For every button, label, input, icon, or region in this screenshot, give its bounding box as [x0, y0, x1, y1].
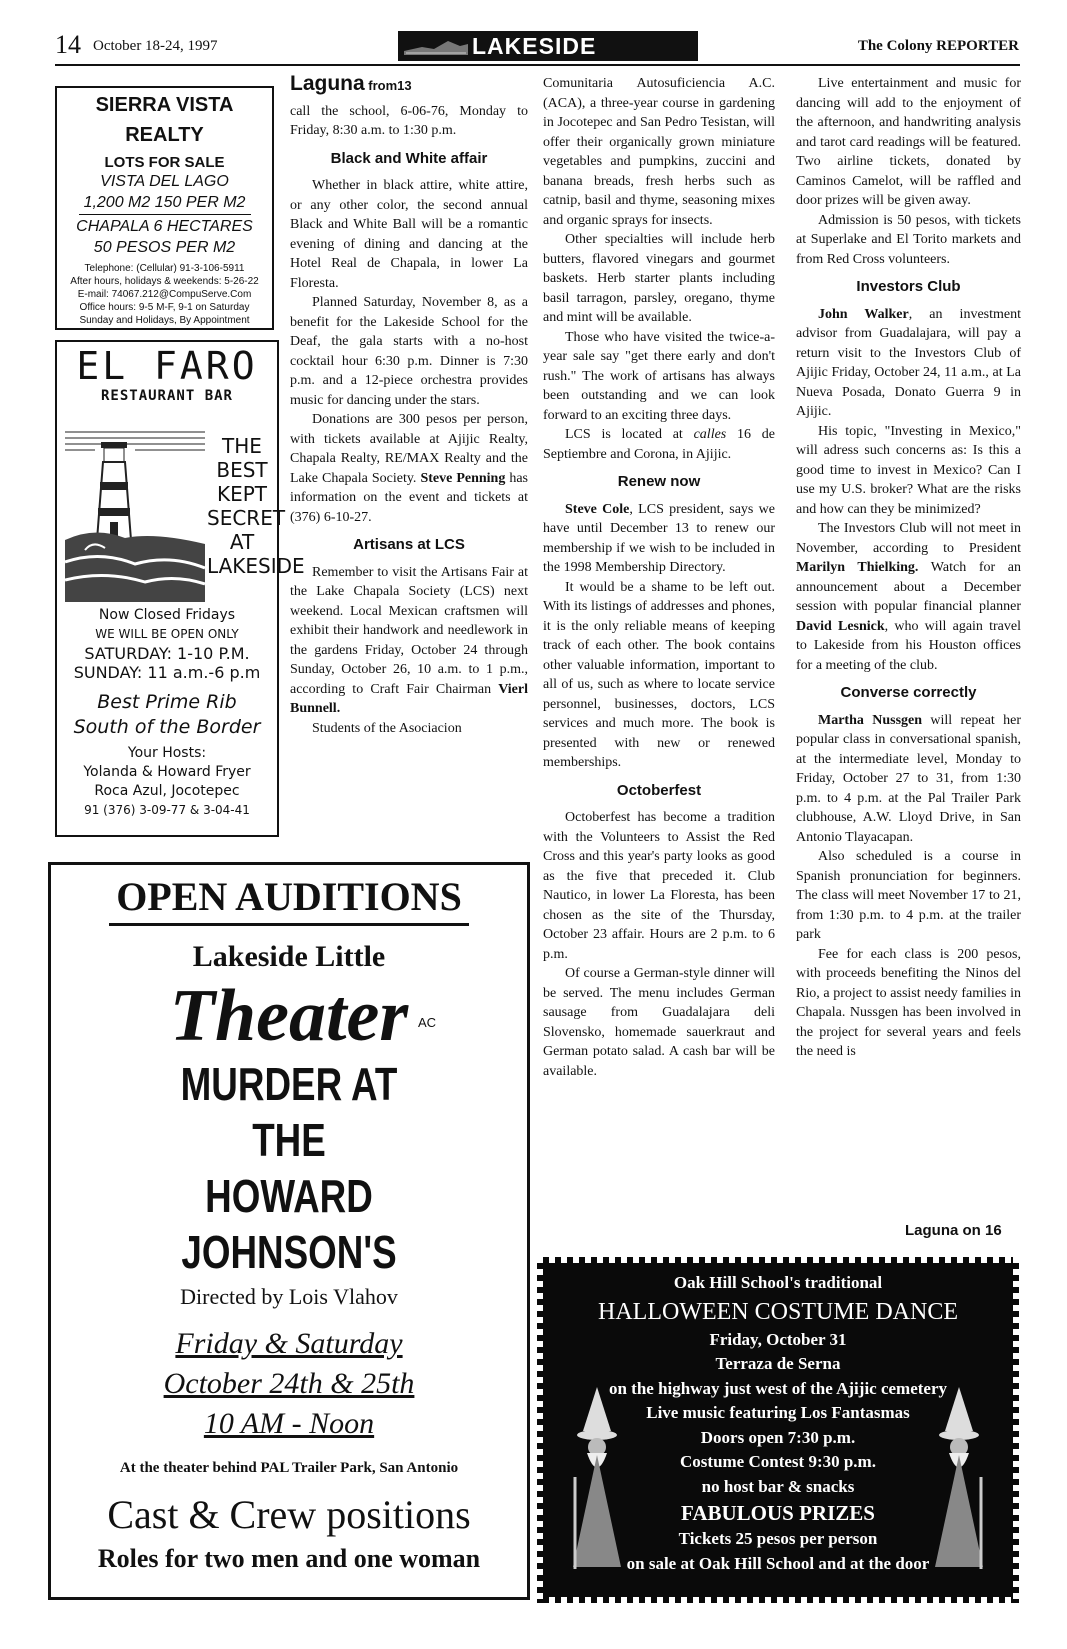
paragraph: Also scheduled is a course in Spanish pronunciation for beginners. The class will meet November 17 to 21, from 1:30 p.m. to 4 p.m. at the trailer park: [796, 849, 1021, 942]
text-run: 16 de Septiembre and Corona, in Ajijic.: [543, 427, 775, 462]
sunday-hours: SUNDAY: 11 a.m.-6 p.m: [73, 663, 261, 682]
person-name: John Walker: [818, 306, 909, 322]
person-name: Martha Nussgen: [818, 712, 923, 728]
paragraph: Live entertainment and music for dancing will add to the enjoyment of the afternoon, and handwriting analysis and tarot card readings will be featured. Two airline tickets, donated by Caminos Camelot, will be raffled and door prizes will be given away.: [796, 76, 1021, 208]
dotted-border: [537, 1597, 1019, 1603]
paragraph: [796, 519, 1021, 675]
paragraph: [290, 563, 528, 719]
slogan-line: SECRET: [207, 506, 286, 530]
event-title: HALLOWEEN COSTUME DANCE: [598, 1298, 958, 1325]
text-run: , LCS president, says we have until December 13 to renew our membership if we wish to be included in the 1998 Membership Directory.: [543, 501, 775, 575]
office-hours-line: Office hours: 9-5 M-F, 9-1 on Saturday: [79, 302, 250, 313]
text-run: Donations are 300 pesos per person, with tickets available at Ajijic Realty, Chapala Realty, RE/MAX Realty and the Lake Chapala Society.: [290, 412, 528, 486]
restaurant-subtitle: RESTAURANT BAR: [100, 388, 233, 404]
ad-title: SIERRA VISTA: [95, 94, 234, 116]
event-venue: Terraza de Serna: [715, 1354, 841, 1373]
publication-name: The Colony REPORTER: [857, 38, 1019, 54]
audition-days: Friday & Saturday: [175, 1327, 403, 1360]
venue-directions: on the highway just west of the Ajijic cemetery: [608, 1378, 948, 1398]
play-title-line: JOHNSON'S: [181, 1226, 397, 1278]
subhead: Octoberfest: [616, 781, 702, 799]
paragraph: [796, 305, 1021, 422]
sunday-hours-line: Sunday and Holidays, By Appointment: [79, 315, 250, 326]
ad-line: 1,200 M2 150 PER M2: [83, 194, 246, 211]
bar-line: no host bar & snacks: [701, 1476, 855, 1496]
play-title-line: HOWARD: [205, 1170, 373, 1222]
paragraph: Admission is 50 pesos, with tickets at Superlake and El Torito markets and from Red Cross volunteers.: [796, 212, 1021, 267]
ad-line: CHAPALA 6 HECTARES: [76, 218, 253, 235]
slogan-line: AT: [229, 530, 255, 554]
open-notice: WE WILL BE OPEN ONLY: [95, 627, 239, 641]
text-run: , an investment advisor from Guadalajara, will pay a return visit to the Investors Club of Ajijic Friday, October 24, 11 a.m., at La Nueva Posada, Donato Guerra 9 in Ajijic.: [796, 306, 1021, 419]
theater-word: Theater: [169, 975, 409, 1057]
paragraph: Those who have visited the twice-a-year sale say "get there early and don't rush." The work of artisans has always been outstanding and we can look forward to an exciting three days.: [543, 329, 775, 423]
column-four: [796, 74, 1021, 1062]
closed-notice: Now Closed Fridays: [98, 607, 236, 623]
text-run: , who will again travel to Lakeside from his Houston offices for a meeting of the club.: [796, 618, 1021, 673]
subhead: Investors Club: [856, 278, 961, 295]
lighthouse-icon: [65, 422, 205, 602]
dotted-border: [537, 1257, 1019, 1263]
page-number: 14: [55, 30, 81, 59]
ad-title: REALTY: [125, 124, 204, 146]
subhead: Black and White affair: [330, 149, 488, 167]
cast-crew: Cast & Crew positions: [107, 1492, 471, 1537]
paragraph: Planned Saturday, November 8, as a benefit for the Lakeside School for the Deaf, the gala starts with a no-host cocktail hour 6:30 p.m. Dinner is 7:30 p.m. and a 12-piece orchestra provides music for dancing under the stars.: [290, 295, 528, 408]
director: Directed by Lois Vlahov: [180, 1284, 398, 1309]
specialty-line: Best Prime Rib: [97, 691, 237, 713]
slogan-line: THE: [222, 434, 262, 458]
el-faro-ad: [55, 340, 305, 837]
event-date: Friday, October 31: [709, 1329, 847, 1349]
paragraph: Students of the Asociacion: [312, 720, 462, 736]
paragraph: [796, 711, 1021, 848]
issue-date: October 18-24, 1997: [93, 38, 218, 54]
host-names: Yolanda & Howard Fryer: [83, 764, 251, 780]
phone-line: Telephone: (Cellular) 91-3-106-5911: [84, 263, 245, 274]
person-name: Steve Penning: [420, 470, 506, 486]
slogan-line: KEPT: [216, 482, 268, 506]
email-line: E-mail: 74067.212@CompuServe.Com: [77, 289, 252, 300]
host-line: Oak Hill School's traditional: [673, 1273, 883, 1292]
paragraph: [543, 425, 775, 464]
continuation-header: [290, 74, 528, 96]
slogan-line: LAKESIDE: [207, 554, 305, 578]
ad-line: VISTA DEL LAGO: [100, 173, 229, 190]
continued-reference: Laguna on 16: [905, 1222, 1002, 1239]
person-name: Vierl Bunnell.: [290, 681, 528, 716]
paragraph: Comunitaria Autosuficiencia A.C. (ACA), a three-year course in gardening in Jocotepec and San Pedro Tesistan, will offer their organically grown miniature vegetables and pumpkins, zuccini and banana breads, fresh herbs such as catnip, basil and thyme, seasoning mixes and organic sprays for insects.: [543, 76, 775, 228]
address: Roca Azul, Jocotepec: [94, 783, 240, 799]
phone: 91 (376) 3-09-77 & 3-04-41: [84, 803, 250, 817]
organization-name: Lakeside Little: [192, 940, 386, 973]
play-title-line: THE: [252, 1114, 326, 1166]
paragraph: Of course a German-style dinner will be served. The menu includes German sausage from Guadalajara deli Slovensko, homemade sauerkraut and German potato salad. A cash bar will be available.: [543, 966, 775, 1079]
ad-line: 50 PESOS PER M2: [93, 239, 236, 256]
section-title: LAKESIDE: [472, 33, 597, 59]
subhead: Renew now: [617, 473, 701, 490]
music-line: Live music featuring Los Fantasmas: [646, 1403, 910, 1422]
title-rule: [109, 923, 469, 926]
ad-title: OPEN AUDITIONS: [116, 874, 462, 919]
saturday-hours: SATURDAY: 1-10 P.M.: [84, 644, 250, 663]
text-run: LCS is located at: [565, 427, 694, 442]
text-run: Watch for an announcement about a December session with popular financial planner: [796, 560, 1021, 614]
sale-line: on sale at Oak Hill School and at the door: [626, 1553, 930, 1573]
halloween-dance-ad: [537, 1257, 1019, 1603]
paragraph: It would be a shame to be left out. With its listings of addresses and phones, it is the only reliable means of keeping track of each other. The book contains other valuable information, important to all of us, such as where to locate service personnel, businesses, doctors, LCS services and much more. The book is presented with new or renewed memberships.: [543, 579, 775, 770]
subhead: Converse correctly: [840, 684, 977, 701]
paragraph: Whether in black attire, white attire, or any other color, the second annual Black and White Ball will be a romantic evening of dining and dancing at the Hotel Real de Chapala, in lower La Floresta.: [290, 178, 528, 291]
paragraph: Octoberfest has become a tradition with the Volunteers to Assist the Red Cross and this year's party looks as good as the five that preceded it. Club Nautico, in lower La Floresta, has been chosen as the site of the Thursday, October 23 affair. Hours are 2 p.m. to 6 p.m.: [543, 810, 775, 962]
text-run: Remember to visit the Artisans Fair at the Lake Chapala Society (LCS) next weekend. Local Mexican craftsmen will exhibit their handwork and needlework in the gardens Friday, October 24 through Sunday, October 26, 10 a.m. to 1 p.m., according to Craft Fair Chairman: [290, 564, 528, 697]
person-name: David Lesnick: [796, 618, 885, 634]
play-title-line: MURDER AT: [180, 1058, 398, 1110]
laguna-column: [290, 74, 528, 738]
sierra-vista-ad: [55, 86, 274, 330]
paragraph: Fee for each class is 200 pesos, with proceeds benefiting the Ninos del Rio, a project to assist needy families in Chapala. Nussgen has been involved in the project for several years and feels the need is: [796, 946, 1021, 1059]
divider: [79, 214, 251, 215]
header-rule: [55, 64, 1020, 66]
restaurant-info: [57, 606, 277, 820]
tickets-line: Tickets 25 pesos per person: [678, 1529, 878, 1548]
person-name: Steve Cole: [565, 501, 630, 517]
doors-line: Doors open 7:30 p.m.: [700, 1427, 856, 1447]
event-details: [537, 1271, 1019, 1576]
ad-subtitle: LOTS FOR SALE: [104, 154, 225, 171]
column-three: [543, 74, 775, 1081]
continuation-ref: from13: [364, 78, 412, 93]
audition-time: 10 AM - Noon: [203, 1407, 375, 1440]
paragraph: His topic, "Investing in Mexico," will adress such concerns as: Is this a good time to invest in Mexico? Can I use my U.S. broker? What are the risks and how can they be minimized?: [796, 423, 1021, 517]
open-auditions-ad: [48, 862, 530, 1600]
contest-line: Costume Contest 9:30 p.m.: [680, 1452, 876, 1471]
person-name: Marilyn Thielking.: [796, 560, 919, 575]
section-banner: [398, 31, 698, 61]
prizes-line: FABULOUS PRIZES: [681, 1501, 875, 1525]
text-run: The Investors Club will not meet in November, according to President: [796, 521, 1021, 556]
paragraph: [543, 500, 775, 578]
roles: Roles for two men and one woman: [97, 1544, 481, 1573]
audition-dates: October 24th & 25th: [163, 1367, 415, 1400]
slogan: [207, 434, 305, 578]
continuation-title: Laguna: [290, 72, 365, 95]
restaurant-name: EL FARO: [76, 344, 258, 388]
hosts-label: Your Hosts:: [127, 745, 207, 761]
text-run: calles: [693, 427, 727, 442]
text-run: will repeat her popular class in conversational spanish, at the intermediate level, Monday to Friday, October 27 to 31, from 1:30 p.m. to 4 p.m. at the Pal Trailer Park clubhouse, A.W. Lloyd Drive, in San Antonio Tlayacapan.: [796, 712, 1021, 845]
paragraph: Other specialties will include herb butters, flavored vinegars and gourmet baskets. Herb starter plants including basil tarragon, parsley, oregano, thyme and mint will be available.: [543, 232, 775, 325]
ac-suffix: AC: [418, 1015, 437, 1030]
paragraph: [290, 410, 528, 527]
subhead: Artisans at LCS: [353, 536, 465, 553]
specialty-line: South of the Border: [73, 716, 261, 738]
audition-location: At the theater behind PAL Trailer Park, San Antonio: [119, 1460, 459, 1476]
slogan-line: BEST: [216, 458, 268, 482]
paragraph: call the school, 6-06-76, Monday to Friday, 8:30 a.m. to 1:30 p.m.: [290, 103, 528, 138]
text-run: has information on the event and tickets at (376) 6-10-27.: [290, 470, 528, 525]
after-hours-line: After hours, holidays & weekends: 5-26-22: [70, 276, 259, 287]
lake-illustration-icon: [404, 37, 468, 55]
